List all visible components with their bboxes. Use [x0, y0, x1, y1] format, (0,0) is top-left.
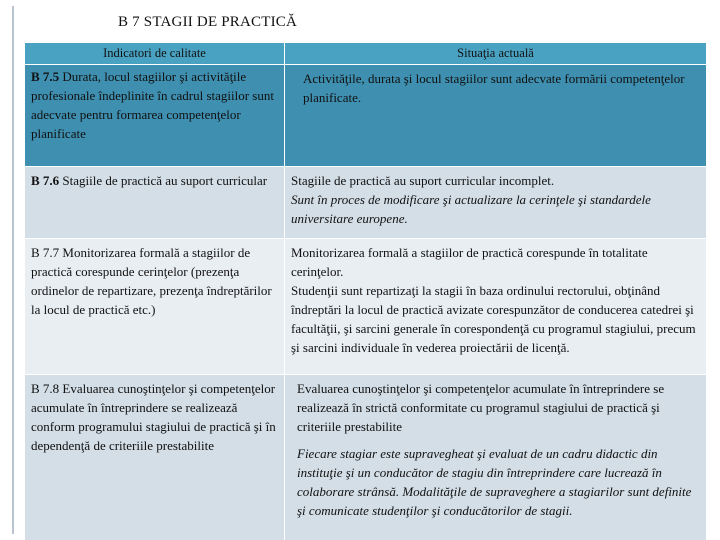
- situation-text: Monitorizarea formală a stagiilor de practică corespunde în totalitate cerinţelor.: [291, 245, 648, 279]
- situation-cell: [285, 65, 707, 167]
- indicator-cell: [25, 65, 285, 167]
- situation-text: Evaluarea cunoştinţelor şi competenţelor acumulate în întreprindere se realizează în strictă conformitate cu programul stagiului de practică şi criteriile prestabilite: [297, 381, 665, 434]
- table-row-b78: [25, 375, 707, 540]
- indicator-text: Evaluarea cunoştinţelor şi competenţelor acumulate în întreprindere se realizează conform programului stagiului de practică şi în dependenţă de criteriile prestabilite: [31, 381, 276, 453]
- indicator-cell: [25, 375, 285, 540]
- quality-indicators-table: [24, 42, 707, 540]
- indicator-code: B 7.7: [31, 245, 60, 260]
- indicator-code: B 7.6: [31, 173, 60, 188]
- indicator-code: B 7.5: [31, 69, 60, 84]
- indicator-code: B 7.8: [31, 381, 60, 396]
- situation-cell: [285, 375, 707, 540]
- situation-text: Studenţii sunt repartizaţi la stagii în baza ordinului rectorului, obţinând îndreptări la locul de practică avizate corespunzător de conducerea catedrei şi facultăţii, şi sarcini generale în corespondenţă cu programul stagiului, precum şi sarcini individuale în vederea proiectării de licenţă.: [291, 283, 696, 355]
- indicator-text: Monitorizarea formală a stagiilor de practică corespunde cerinţelor (prezenţa ordinelor de repartizare, prezenţa îndreptărilor la locul de practică etc.): [31, 245, 272, 317]
- situation-text-italic: Sunt în proces de modificare şi actualizare la cerinţele şi standardele universitare europene.: [291, 192, 651, 226]
- decorative-vertical-line: [12, 6, 14, 534]
- header-current-situation: Situaţia actuală: [285, 43, 707, 65]
- page-title: B 7 STAGII DE PRACTICĂ: [118, 14, 298, 30]
- indicator-cell: [25, 167, 285, 239]
- table-row-b77: [25, 239, 707, 375]
- situation-cell: [285, 167, 707, 239]
- header-quality-indicators: Indicatori de calitate: [25, 43, 285, 65]
- situation-text: Activităţile, durata şi locul stagiilor sunt adecvate formării competenţelor planificate.: [303, 71, 685, 105]
- table-row-b75: [25, 65, 707, 167]
- situation-cell: [285, 239, 707, 375]
- indicator-cell: [25, 239, 285, 375]
- situation-text-italic: Fiecare stagiar este supravegheat şi evaluat de un cadru didactic din instituţie şi un conducător de stagiu din întreprindere care lucrează în colaborare strânsă. Modalităţile de supraveghere a stagiarilor sunt definite şi comunicate studenţilor şi conducătorilor de stagii.: [297, 446, 692, 518]
- table-header-row: [25, 43, 707, 65]
- indicator-text: Durata, locul stagiilor şi activităţile profesionale îndeplinite în cadrul stagiilor sunt adecvate pentru formarea competenţelor planificate: [31, 69, 274, 141]
- indicator-text: Stagiile de practică au suport curricular: [59, 173, 268, 188]
- table-row-b76: [25, 167, 707, 239]
- situation-text: Stagiile de practică au suport curricular incomplet.: [291, 173, 555, 188]
